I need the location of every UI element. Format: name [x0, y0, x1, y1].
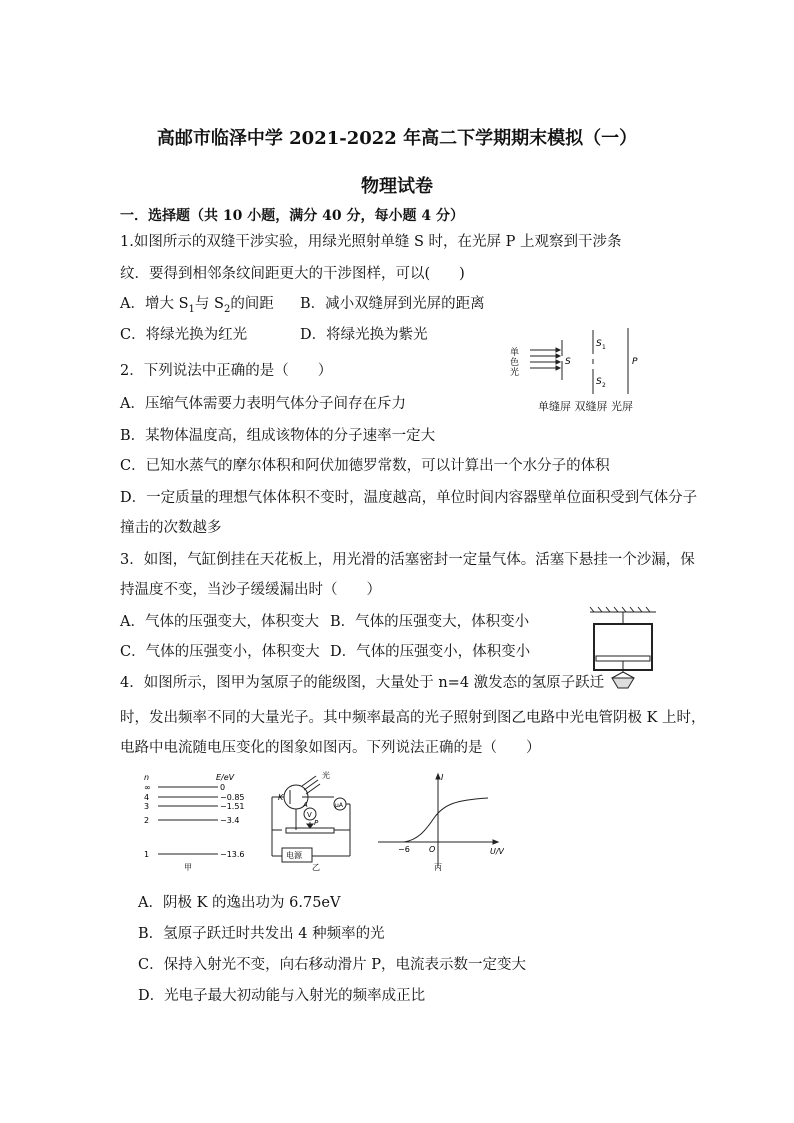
- iu-curve-figure: [374, 770, 504, 874]
- q2-option-c: C．已知水蒸气的摩尔体积和阿伏加德罗常数，可以计算出一个水分子的体积: [120, 458, 610, 474]
- q1-option-a-end: 的间距: [230, 296, 274, 312]
- slit-s1-sub: 1: [602, 344, 606, 351]
- double-slit-caption: 单缝屏 双缝屏 光屏: [538, 400, 633, 413]
- circuit-p-label: P: [314, 819, 319, 827]
- q3-option-c: C．气体的压强变小，体积变大: [120, 644, 320, 660]
- level-n-3: 3: [144, 802, 150, 811]
- double-slit-figure: [500, 328, 660, 398]
- q4-stem-line1: 4．如图所示，图甲为氢原子的能级图，大量处于 n=4 激发态的氢原子跃迁: [120, 675, 605, 691]
- q4-stem-line2: 时，发出频率不同的大量光子。其中频率最高的光子照射到图乙电路中光电管阴极 K 上时，: [120, 710, 706, 726]
- screen-p-label: P: [632, 357, 638, 367]
- light-label-3: 光: [510, 368, 520, 378]
- level-n-4: 4: [144, 793, 150, 802]
- circuit-v-label: V: [307, 811, 312, 819]
- curve-x-label: U/V: [490, 847, 504, 856]
- level-n-inf: ∞: [144, 783, 151, 792]
- q4-option-b: B．氢原子跃迁时共发出 4 种频率的光: [138, 926, 385, 942]
- q4-option-d: D．光电子最大初动能与入射光的频率成正比: [138, 988, 426, 1004]
- q3-option-b: B．气体的压强变大，体积变小: [330, 614, 530, 630]
- section-heading: 一．选择题（共 10 小题，满分 40 分，每小题 4 分）: [120, 208, 464, 224]
- slit-s1-label: S: [596, 339, 602, 349]
- curve-x-tick: −6: [398, 845, 410, 854]
- level-n-2: 2: [144, 816, 150, 825]
- level-e-4: −0.85: [220, 793, 245, 802]
- q3-stem-line2: 持温度不变，当沙子缓缓漏出时（ ）: [120, 582, 381, 598]
- level-e-3: −1.51: [220, 802, 245, 811]
- curve-y-label: I: [441, 773, 444, 782]
- fig-jia-caption: 甲: [184, 863, 192, 872]
- q2-stem: 2．下列说法中正确的是（ ）: [120, 363, 333, 379]
- slit-s-label: S: [565, 357, 571, 367]
- q3-option-d: D．气体的压强变小，体积变小: [330, 644, 531, 660]
- q2-option-d-line2: 撞击的次数越多: [120, 520, 222, 536]
- circuit-k-label: K: [278, 793, 284, 802]
- page-title: 高邮市临泽中学 2021-2022 年高二下学期期末模拟（一）: [156, 128, 638, 149]
- light-label-2: 色: [510, 358, 520, 368]
- q1-stem-line2: 纹．要得到相邻条纹间距更大的干涉图样，可以( ): [120, 266, 465, 282]
- q2-option-a: A．压缩气体需要力表明气体分子间存在斥力: [120, 396, 406, 412]
- slit-s2-label: S: [596, 377, 602, 387]
- q2-option-d-line1: D．一定质量的理想气体体积不变时，温度越高，单位时间内容器壁单位面积受到气体分子: [120, 490, 698, 506]
- level-n-1: 1: [144, 850, 150, 859]
- circuit-figure: [262, 770, 362, 874]
- light-label-1: 单: [510, 348, 520, 358]
- circuit-source-label: 电源: [286, 851, 302, 860]
- slit-s2-sub: 2: [602, 382, 606, 389]
- energy-e-label: E/eV: [216, 773, 235, 782]
- q1-stem-line1: 1.如图所示的双缝干涉实验，用绿光照射单缝 S 时，在光屏 P 上观察到干涉条: [120, 234, 622, 250]
- q1-option-a-text: A．增大 S: [120, 296, 189, 312]
- q3-option-a: A．气体的压强变大，体积变大: [120, 614, 319, 630]
- q1-option-a-mid: 与 S: [194, 296, 224, 312]
- fig-yi-caption: 乙: [312, 863, 320, 872]
- circuit-ua-label: μA: [335, 802, 343, 809]
- circuit-light-label: 光: [322, 771, 330, 780]
- q1-option-b: B．减小双缝屏到光屏的距离: [300, 296, 485, 312]
- q4-stem-line3: 电路中电流随电压变化的图象如图丙。下列说法正确的是（ ）: [120, 740, 541, 756]
- q1-option-d: D．将绿光换为紫光: [300, 327, 428, 343]
- energy-n-label: n: [144, 773, 150, 782]
- q1-option-a: [120, 294, 274, 320]
- circuit-a-label: A: [303, 801, 308, 809]
- q4-option-a: A．阴极 K 的逸出功为 6.75eV: [138, 895, 341, 911]
- curve-origin-label: O: [429, 845, 436, 854]
- fig-bing-caption: 丙: [434, 863, 442, 872]
- q3-stem-line1: 3．如图，气缸倒挂在天花板上，用光滑的活塞密封一定量气体。活塞下悬挂一个沙漏，保: [120, 552, 695, 568]
- q2-option-b: B．某物体温度高，组成该物体的分子速率一定大: [120, 428, 436, 444]
- page-subtitle: 物理试卷: [361, 176, 433, 197]
- q4-option-c: C．保持入射光不变，向右移动滑片 P，电流表示数一定变大: [138, 957, 526, 973]
- q1-option-a-sub2: 2: [223, 303, 231, 315]
- level-e-inf: 0: [220, 783, 226, 792]
- energy-level-figure: [140, 770, 250, 874]
- level-e-2: −3.4: [220, 816, 240, 825]
- q1-option-a-sub1: 1: [188, 303, 195, 315]
- q1-option-c: C．将绿光换为红光: [120, 327, 248, 343]
- level-e-1: −13.6: [220, 850, 245, 859]
